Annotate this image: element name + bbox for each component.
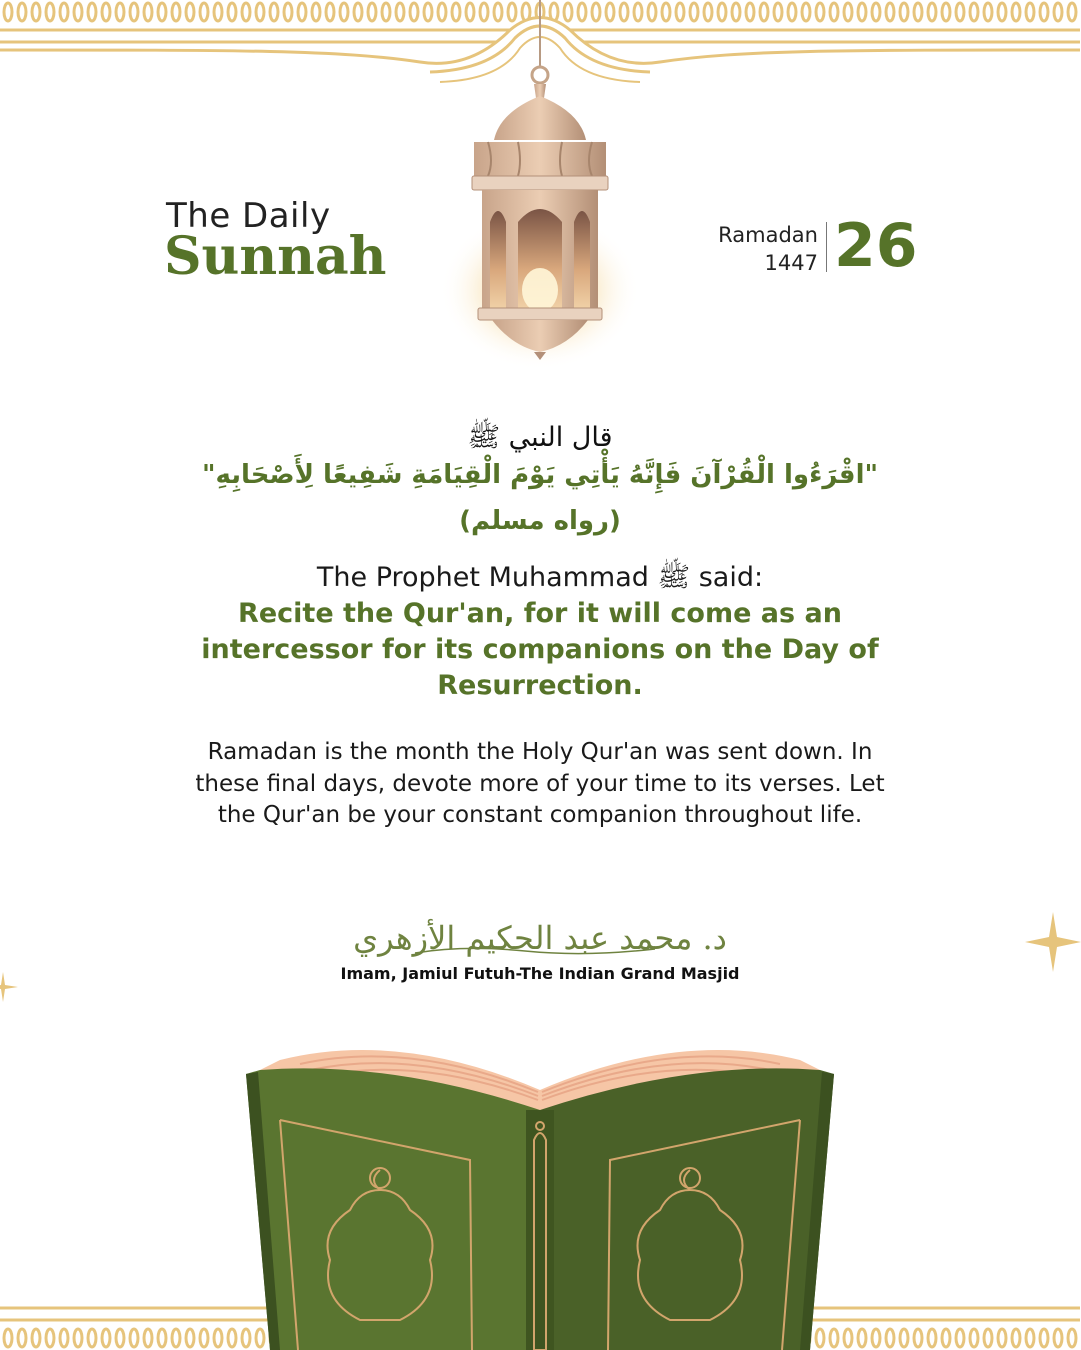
border-ring-ornament	[88, 1329, 96, 1347]
border-ring-ornament	[32, 1329, 40, 1347]
border-ring-ornament	[998, 1329, 1006, 1347]
english-hadith-translation: Recite the Qur'an, for it will come as an intercessor for its companions on the Day of Resurrection.	[201, 598, 879, 701]
border-ring-ornament	[200, 1329, 208, 1347]
border-ring-ornament	[46, 1329, 54, 1347]
border-ring-ornament	[1026, 1329, 1034, 1347]
arabic-source: (رواه مسلم)	[459, 506, 621, 536]
border-ring-ornament	[984, 1329, 992, 1347]
border-ring-ornament	[130, 1329, 138, 1347]
border-ring-ornament	[1040, 1329, 1048, 1347]
border-ring-ornament	[116, 1329, 124, 1347]
border-ring-ornament	[928, 1329, 936, 1347]
border-ring-ornament	[18, 1329, 26, 1347]
hijri-year: 1447	[764, 251, 818, 275]
star-icon	[0, 972, 18, 1002]
date-divider	[826, 222, 827, 272]
border-ring-ornament	[858, 1329, 866, 1347]
border-ring-ornament	[60, 1329, 68, 1347]
reflection-text: Ramadan is the month the Holy Qur'an was sent down. In these final days, devote more of your time to its verses. Let the Qur'an be your constant companion throughout life.	[195, 739, 885, 828]
border-ring-ornament	[844, 1329, 852, 1347]
border-ring-ornament	[1012, 1329, 1020, 1347]
hijri-date-label	[718, 221, 818, 277]
border-ring-ornament	[102, 1329, 110, 1347]
arabic-hadith: "اقْرَءُوا الْقُرْآنَ فَإِنَّهُ يَأْتِي يَوْمَ الْقِيَامَةِ شَفِيعًا لِأَصْحَابِهِ"	[201, 460, 879, 490]
border-ring-ornament	[900, 1329, 908, 1347]
arabic-intro: قال النبي ﷺ	[467, 422, 613, 453]
border-ring-ornament	[914, 1329, 922, 1347]
star-icon	[1025, 912, 1081, 972]
author-title: Imam, Jamiul Futuh-The Indian Grand Masjid	[340, 964, 740, 983]
border-ring-ornament	[214, 1329, 222, 1347]
english-intro: The Prophet Muhammad ﷺ said:	[316, 562, 764, 593]
border-ring-ornament	[172, 1329, 180, 1347]
quran-book-icon	[240, 1030, 840, 1350]
border-ring-ornament	[970, 1329, 978, 1347]
border-ring-ornament	[228, 1329, 236, 1347]
lantern-icon	[438, 0, 642, 360]
author-signature	[353, 905, 727, 965]
border-ring-ornament	[956, 1329, 964, 1347]
brand-subtitle: The Daily	[166, 196, 331, 236]
signature-text: د. محمد عبد الحكيم الأزهري	[353, 919, 727, 957]
border-ring-ornament	[74, 1329, 82, 1347]
border-ring-ornament	[886, 1329, 894, 1347]
border-ring-ornament	[186, 1329, 194, 1347]
brand-title: Sunnah	[164, 226, 387, 287]
border-ring-ornament	[942, 1329, 950, 1347]
border-ring-ornament	[4, 1329, 12, 1347]
hijri-month: Ramadan	[718, 223, 818, 247]
hijri-day: 26	[834, 211, 918, 281]
border-ring-ornament	[1068, 1329, 1076, 1347]
border-ring-ornament	[158, 1329, 166, 1347]
border-ring-ornament	[1054, 1329, 1062, 1347]
border-ring-ornament	[872, 1329, 880, 1347]
border-ring-ornament	[144, 1329, 152, 1347]
